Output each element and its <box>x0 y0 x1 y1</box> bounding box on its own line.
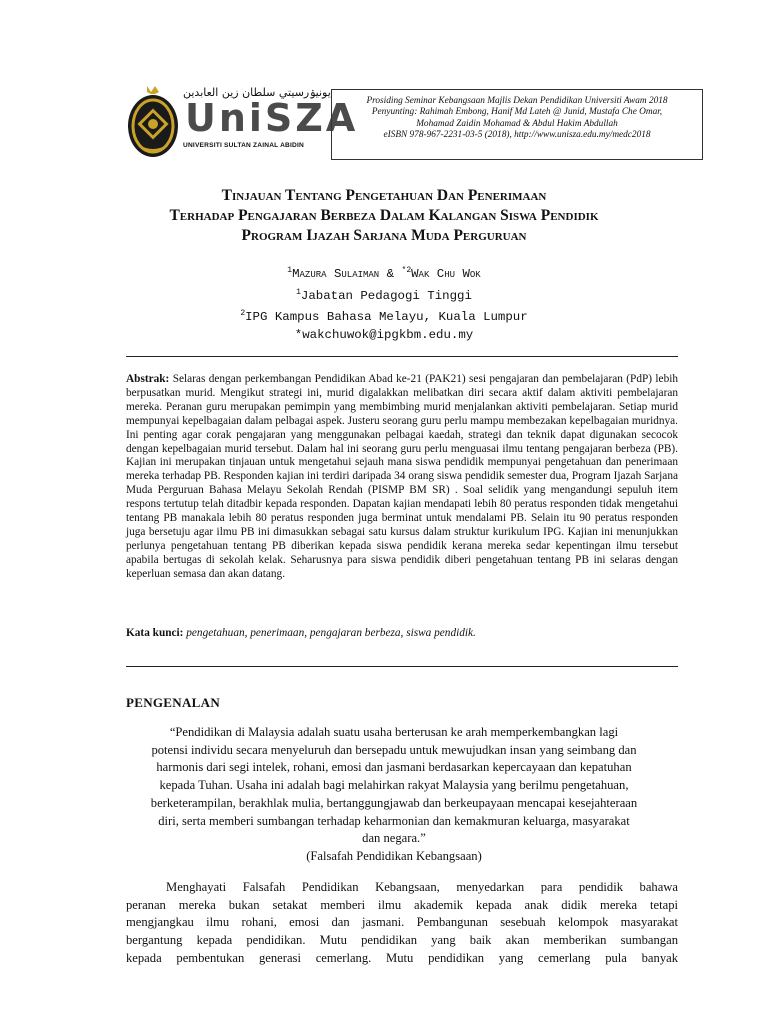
paragraph-line: peranan mereka bukan setakat memberi ilmu akademik kepada anak didik mereka tetapi <box>126 897 678 912</box>
quote-line: diri, serta memberi sumbangan terhadap keharmonian dan kemakmuran keluarga, masyarakat <box>158 813 630 828</box>
abstract-label: Abstrak: <box>126 373 170 385</box>
abstract <box>126 373 678 582</box>
divider-top <box>126 356 678 357</box>
affiliation-2: $^2$IPG Kampus Bahasa Melayu, Kuala Lumpur <box>240 309 528 325</box>
keywords-label: Kata kunci: <box>126 627 184 639</box>
university-name: UNIVERSITI SULTAN ZAINAL ABIDIN <box>183 142 304 149</box>
title-line-1: Tinjauan Tentang Pengetahuan Dan Penerimaan <box>221 187 547 204</box>
author-email: *wakchuwok@ipgkbm.edu.my <box>294 327 474 342</box>
quote-line: potensi individu secara menyeluruh dan bersepadu untuk mewujudkan insan yang seimbang dan <box>151 742 637 757</box>
unisza-logo <box>125 84 359 160</box>
quote-line: berketerampilan, berakhlak mulia, bertanggungjawab dan berkeupayaan mencapai kesejahteraan <box>150 795 638 810</box>
paragraph-line: Menghayati Falsafah Pendidikan Kebangsaan, menyedarkan para pendidik bahawa <box>166 880 678 894</box>
quote-line: dan negara.” <box>362 831 426 846</box>
abstract-text: Selaras dengan perkembangan Pendidikan Abad ke-21 (PAK21) sesi pengajaran dan pembelajaran (PdP) lebih berpusatkan murid. Mengikut strategi ini, murid digalakkan melibatkan diri secara aktif dalam aktiviti pembelajaran mereka. Peranan guru merupakan pemimpin yang membimbing murid menjalankan aktiviti pembelajaran. Setiap murid mempunyai kepelbagaian dalam pelbagai aspek. Justeru seorang guru perlu mampu membezakan kepelbagaian muridnya. Ini penting agar corak pengajaran yang menggunakan pelbagai kaedah, strategi dan teknik dapat digunakan secocok dengan kepelbagaian murid tersebut. Dalam hal ini seorang guru perlu menguasai ilmu tentang pengajaran berbeza (PB). Kajian ini merupakan tinjauan untuk mengetahui sejauh mana siswa pendidik mempunyai pengetahuan dan penerimaan mereka terhadap PB. Responden kajian ini terdiri daripada 34 orang siswa pendidik semester dua, Program Ijazah Sarjana Muda Perguruan Bahasa Melayu Sekolah Rendah (PISMP BM SR) . Soal selidik yang mengandungi sepuluh item respons tertutup telah ditadbir kepada responden. Dapatan kajian mendapati lebih 80 peratus responden tidak mengetahui tentang PB manakala lebih 80 peratus responden juga berminat untuk mendalami PB. Selain itu 90 peratus responden juga bersetuju agar ilmu PB ini dimasukkan sebagai satu kursus dalam struktur kurikulum IPG. Kajian ini menunjukkan perlunya pengetahuan tentang PB diberikan kepada siswa pendidik kerana mereka sedar kepentingan ilmu tersebut apabila bertugas di sekolah kelak. Seharusnya para siswa pendidik diberi pengetahuan tentang PB ini selaras dengan keperluan semasa dan akan datang. <box>126 373 678 580</box>
title-line-3: Program Ijazah Sarjana Muda Perguruan <box>241 227 527 244</box>
unisza-emblem-icon <box>125 84 181 160</box>
author-names: $^1$Mazura Sulaiman & $^{*2}$Wak Chu Wok <box>287 266 481 282</box>
quote-line: “Pendidikan di Malaysia adalah suatu usaha berterusan ke arah memperkembangkan lagi <box>169 725 619 739</box>
proceedings-line-4: eISBN 978-967-2231-03-5 (2018), http://www.unisza.edu.my/medc2018 <box>383 130 651 141</box>
quote-source: (Falsafah Pendidikan Kebangsaan) <box>306 849 482 863</box>
proceedings-line-2: Penyunting: Rahimah Embong, Hanif Md Lateh @ Junid, Mustafa Che Omar, <box>371 107 663 118</box>
body-paragraph <box>126 879 678 967</box>
paragraph-line: bergantung kepada pendidikan. Mutu pendidikan yang baik akan memberikan sumbangan <box>126 933 678 948</box>
quote-line: harmonis dari segi intelek, rohani, emosi dan jasmani berdasarkan kepercayaan dan kepatuhan <box>156 760 632 775</box>
author-block <box>60 262 708 344</box>
affiliation-1: $^1$Jabatan Pedagogi Tinggi <box>296 287 472 303</box>
keywords-text: pengetahuan, penerimaan, pengajaran berbeza, siswa pendidik. <box>186 627 476 639</box>
quote-block <box>110 724 678 848</box>
paper-title <box>60 186 708 246</box>
paragraph-line: mengjangkau ilmu rohani, emosi dan jasmani. Pembangunan sesebuah kelompok masyarakat <box>126 915 678 930</box>
title-line-2: Terhadap Pengajaran Berbeza Dalam Kalangan Siswa Pendidik <box>169 207 599 224</box>
paragraph-line: kepada pembentukan generasi cemerlang. Mutu pendidikan yang cemerlang pula banyak <box>126 950 678 965</box>
arabic-name: يونيۏرسيتي سلطان زين العابدين <box>183 86 331 99</box>
logo-word: UniSZA <box>185 96 359 140</box>
quote-line: kepada Tuhan. Usaha ini adalah bagi melahirkan rakyat Malaysia yang berilmu pengetahuan, <box>159 778 629 793</box>
divider-bottom <box>126 666 678 667</box>
section-heading: PENGENALAN <box>126 695 221 710</box>
proceedings-line-3: Mohamad Zaidin Mohamad & Abdul Hakim Abdullah <box>416 118 618 129</box>
keywords <box>126 627 678 639</box>
proceedings-line-1: Prosiding Seminar Kebangsaan Majlis Dekan Pendidikan Universiti Awam 2018 <box>366 96 668 106</box>
proceedings-box <box>331 89 703 160</box>
